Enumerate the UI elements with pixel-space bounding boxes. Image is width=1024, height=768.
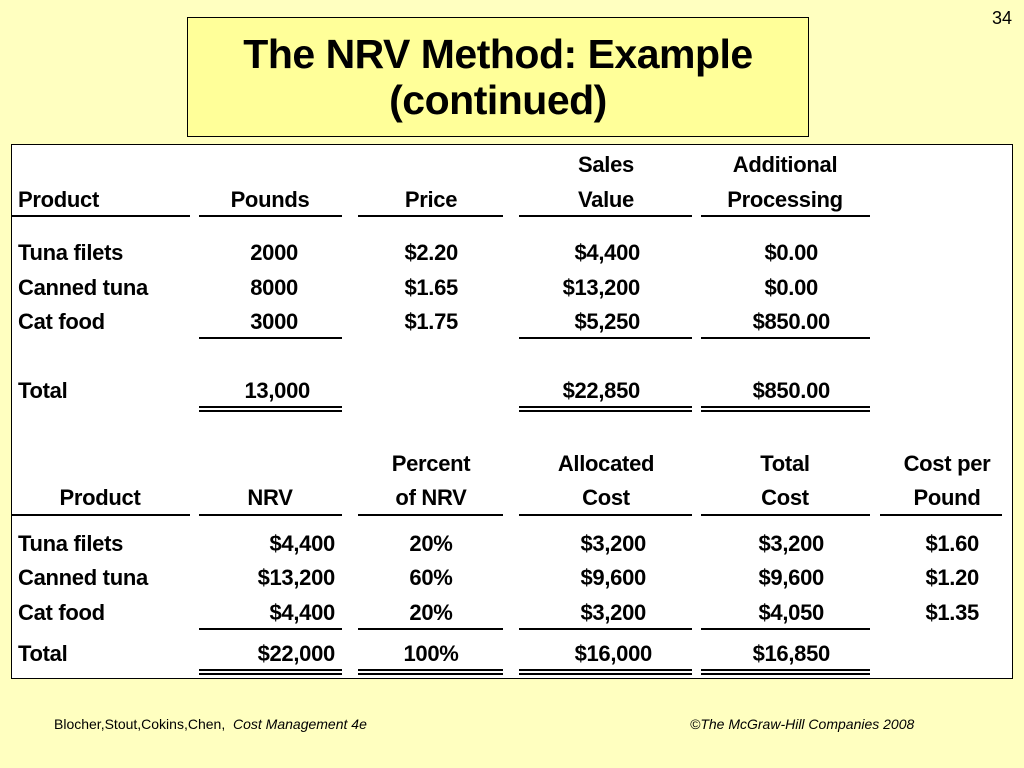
footer-authors: Blocher,Stout,Cokins,Chen, <box>54 716 226 732</box>
t2-total-percent: 100% <box>403 641 459 666</box>
t1-subtotal-rule-additional <box>701 337 870 339</box>
data-table-panel <box>11 144 1013 679</box>
t2-row1-product: Tuna filets <box>18 531 124 556</box>
t2-total-allocated: $16,000 <box>574 641 652 666</box>
t2-total-double-rule-total-cost <box>701 669 870 675</box>
t1-row1-product: Tuna filets <box>18 240 124 265</box>
t1-total-double-rule-pounds <box>199 406 342 412</box>
t2-row1-nrv: $4,400 <box>269 531 335 556</box>
t1-header-product: Product <box>18 187 100 212</box>
t1-row2-additional: $0.00 <box>764 275 818 300</box>
t2-header-total-cost-2: Cost <box>761 485 809 510</box>
t2-total-label: Total <box>18 641 68 666</box>
t1-subtotal-rule-sales <box>519 337 692 339</box>
t1-header-price: Price <box>404 187 458 212</box>
t2-header-rule-cost-per <box>880 514 1002 516</box>
t2-header-cost-per-2: Pound <box>913 485 981 510</box>
t2-subtotal-rule-total-cost <box>701 628 870 630</box>
t2-row1-total-cost: $3,200 <box>758 531 824 556</box>
t1-row2-pounds: 8000 <box>250 275 298 300</box>
t2-total-double-rule-allocated <box>519 669 692 675</box>
t2-header-rule-allocated <box>519 514 692 516</box>
t1-header-sales-2: Value <box>578 187 634 212</box>
t2-total-double-rule-percent <box>358 669 503 675</box>
t2-row2-nrv: $13,200 <box>257 565 335 590</box>
t2-row3-total-cost: $4,050 <box>758 600 824 625</box>
t2-subtotal-rule-nrv <box>199 628 342 630</box>
t2-header-total-cost-1: Total <box>760 451 810 476</box>
t1-header-sales-1: Sales <box>578 152 634 177</box>
t2-header-rule-total-cost <box>701 514 870 516</box>
t2-row3-product: Cat food <box>18 600 105 625</box>
t2-header-cost-per-1: Cost per <box>903 451 991 476</box>
t2-row2-total-cost: $9,600 <box>758 565 824 590</box>
slide-number: 34 <box>991 8 1012 28</box>
t1-row3-additional: $850.00 <box>752 309 830 334</box>
title-box <box>187 17 809 137</box>
t1-row3-pounds: 3000 <box>250 309 298 334</box>
t2-header-product: Product <box>59 485 141 510</box>
footer-citation <box>54 716 367 732</box>
t2-header-rule-nrv <box>199 514 342 516</box>
t1-row1-price: $2.20 <box>404 240 458 265</box>
t2-header-percent-1: Percent <box>391 451 471 476</box>
t1-header-rule-product <box>12 215 190 217</box>
t2-total-total-cost: $16,850 <box>752 641 830 666</box>
t1-row2-product: Canned tuna <box>18 275 148 300</box>
t2-row2-cost-per: $1.20 <box>925 565 979 590</box>
t1-row3-product: Cat food <box>18 309 105 334</box>
title-line-2: (continued) <box>389 77 607 123</box>
t2-row2-percent: 60% <box>409 565 453 590</box>
t1-header-pounds: Pounds <box>230 187 310 212</box>
t1-total-sales: $22,850 <box>562 378 640 403</box>
t2-row1-cost-per: $1.60 <box>925 531 979 556</box>
t2-row3-nrv: $4,400 <box>269 600 335 625</box>
t1-header-rule-sales <box>519 215 692 217</box>
t2-row1-allocated: $3,200 <box>580 531 646 556</box>
t1-row2-price: $1.65 <box>404 275 458 300</box>
footer-book-title: Cost Management 4e <box>233 716 367 732</box>
t2-header-percent-2: of NRV <box>395 485 467 510</box>
t1-header-rule-additional <box>701 215 870 217</box>
t2-subtotal-rule-percent <box>358 628 503 630</box>
t1-total-additional: $850.00 <box>752 378 830 403</box>
t2-total-nrv: $22,000 <box>257 641 335 666</box>
t2-row3-allocated: $3,200 <box>580 600 646 625</box>
t1-row1-sales: $4,400 <box>574 240 640 265</box>
t1-total-double-rule-additional <box>701 406 870 412</box>
t2-row1-percent: 20% <box>409 531 453 556</box>
t1-total-double-rule-sales <box>519 406 692 412</box>
t1-row3-price: $1.75 <box>404 309 458 334</box>
t2-subtotal-rule-allocated <box>519 628 692 630</box>
t1-row1-additional: $0.00 <box>764 240 818 265</box>
t1-header-rule-pounds <box>199 215 342 217</box>
t2-header-nrv: NRV <box>247 485 293 510</box>
t2-header-rule-percent <box>358 514 503 516</box>
t2-header-allocated-1: Allocated <box>557 451 655 476</box>
t1-header-additional-2: Processing <box>727 187 843 212</box>
t1-total-label: Total <box>18 378 68 403</box>
t1-subtotal-rule-pounds <box>199 337 342 339</box>
t2-total-double-rule-nrv <box>199 669 342 675</box>
footer-copyright: ©The McGraw-Hill Companies 2008 <box>690 716 915 732</box>
t1-header-rule-price <box>358 215 503 217</box>
t2-row3-percent: 20% <box>409 600 453 625</box>
t1-row3-sales: $5,250 <box>574 309 640 334</box>
t1-total-pounds: 13,000 <box>244 378 310 403</box>
t2-row2-allocated: $9,600 <box>580 565 646 590</box>
t2-header-allocated-2: Cost <box>582 485 630 510</box>
t2-row2-product: Canned tuna <box>18 565 148 590</box>
t1-row1-pounds: 2000 <box>250 240 298 265</box>
t2-header-rule-product <box>12 514 190 516</box>
t1-header-additional-1: Additional <box>732 152 838 177</box>
t2-row3-cost-per: $1.35 <box>925 600 979 625</box>
title-line-1: The NRV Method: Example <box>243 31 753 77</box>
t1-row2-sales: $13,200 <box>562 275 640 300</box>
